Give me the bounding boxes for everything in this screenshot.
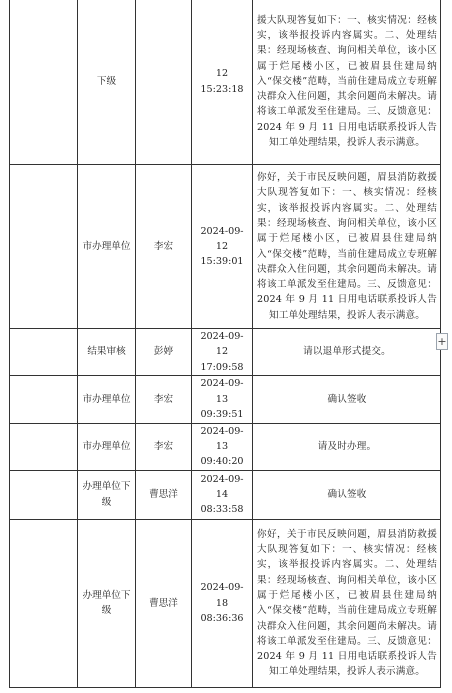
time-line: 18 (215, 597, 229, 609)
opinion-text: 确认签收 (327, 489, 367, 501)
time-line: 12 (215, 240, 229, 252)
opinion-text: 请以退单形式提交。 (303, 346, 391, 358)
time-cell (192, 470, 253, 519)
time-line: 2024-09- (200, 378, 244, 390)
time-line: 12 (215, 68, 229, 80)
time-line: 09:40:20 (200, 456, 244, 468)
blank-cell (10, 375, 78, 423)
blank-cell (10, 0, 78, 165)
table-row (10, 0, 441, 165)
person-cell: 曹思洋 (136, 470, 192, 519)
opinion-cell (253, 519, 441, 687)
blank-cell (10, 519, 78, 687)
unit-cell: 市办理单位 (78, 375, 136, 423)
opinion-text: 请及时办理。 (317, 441, 377, 453)
unit-cell: 办理单位下级 (78, 519, 136, 687)
blank-cell (10, 470, 78, 519)
opinion-text: 你好，关于市民反映问题，眉县消防救援大队现答复如下：一、核实情况：经核实，该举报投诉内容属实。二、处理结果：经现场核查、询问相关单位，该小区属于烂尾楼小区，已被眉县住建局纳入“保交楼”范畴，当前住建局成立专班解决群众入住问题，其余问题尚未解决。请将该工单派发至住建局。三、反馈意见：2024 年 9 月 11 日用电话联系投诉人告知工单处理结果，投诉人表示满意。 (257, 172, 437, 321)
opinion-cell (253, 375, 441, 423)
time-cell (192, 519, 253, 687)
person-cell: 彭婷 (136, 329, 192, 376)
opinion-text: 援大队现答复如下：一、核实情况：经核实，该举报投诉内容属实。二、处理结果：经现场核查、询问相关单位，该小区属于烂尾楼小区，已被眉县住建局纳入“保交楼”范畴，当前住建局成立专班解决群众入住问题，其余问题尚未解决。请将该工单派发至住建局。三、反馈意见：2024 年 9 月 11 日用电话联系投诉人告知工单处理结果，投诉人表示满意。 (257, 14, 437, 149)
time-cell (192, 0, 253, 165)
unit-cell: 市办理单位 (78, 165, 136, 329)
person-cell: 李宏 (136, 165, 192, 329)
opinion-text: 你好，关于市民反映问题，眉县消防救援大队现答复如下：一、核实情况：经核实，该举报投诉内容属实。二、处理结果：经现场核查、询问相关单位，该小区属于烂尾楼小区，已被眉县住建局纳入“保交楼”范畴，当前住建局成立专班解决群众入住问题，其余问题尚未解决。请将该工单派发至住建局。三、反馈意见：2024 年 9 月 11 日用电话联系投诉人告知工单处理结果，投诉人表示满意。 (257, 528, 437, 678)
blank-cell (10, 165, 78, 329)
workflow-table (9, 0, 441, 688)
table-row (10, 519, 441, 687)
time-line: 15:39:01 (200, 256, 244, 268)
person-cell: 李宏 (136, 423, 192, 470)
time-line: 2024-09- (200, 582, 244, 594)
time-line: 2024-09- (200, 331, 244, 342)
person-cell: 李宏 (136, 375, 192, 423)
person-cell: 曹思洋 (136, 519, 192, 687)
time-line: 2024-09- (200, 473, 244, 485)
time-line: 13 (215, 441, 229, 453)
time-cell (192, 329, 253, 376)
table-row (10, 375, 441, 423)
unit-cell: 市办理单位 (78, 423, 136, 470)
time-line: 17:09:58 (200, 361, 244, 373)
time-line: 08:33:58 (200, 504, 244, 516)
time-line: 12 (215, 346, 229, 358)
opinion-cell (253, 329, 441, 376)
time-line: 15:23:18 (200, 83, 244, 95)
blank-cell (10, 329, 78, 376)
time-line: 09:39:51 (200, 409, 244, 421)
time-cell (192, 375, 253, 423)
time-line: 13 (215, 393, 229, 405)
time-cell (192, 423, 253, 470)
time-cell (192, 165, 253, 329)
unit-cell: 结果审核 (78, 329, 136, 376)
time-line: 08:36:36 (200, 612, 244, 624)
time-line: 2024-09- (200, 425, 244, 437)
table-row (10, 165, 441, 329)
person-cell (136, 0, 192, 165)
table-row (10, 470, 441, 519)
table-row (10, 329, 441, 376)
opinion-cell (253, 165, 441, 329)
table-row (10, 423, 441, 470)
opinion-cell (253, 0, 441, 165)
opinion-cell (253, 423, 441, 470)
unit-cell: 下级 (78, 0, 136, 165)
expand-button[interactable]: + (437, 335, 447, 348)
opinion-cell (253, 470, 441, 519)
time-line: 14 (215, 489, 229, 501)
opinion-text: 确认签收 (327, 393, 367, 405)
unit-cell: 办理单位下级 (78, 470, 136, 519)
blank-cell (10, 423, 78, 470)
time-line: 2024-09- (200, 225, 244, 237)
